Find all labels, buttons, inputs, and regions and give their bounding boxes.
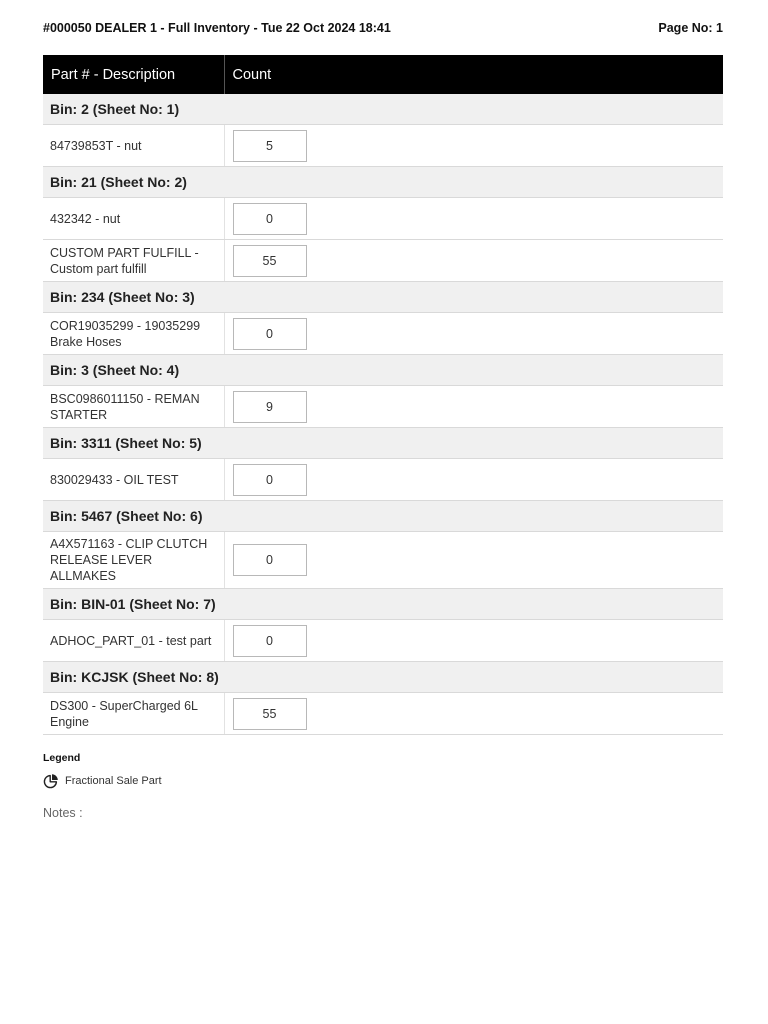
bin-row (43, 167, 723, 198)
count-cell (224, 198, 723, 240)
bin-row (43, 501, 723, 532)
table-row (43, 240, 723, 282)
part-description: A4X571163 - CLIP CLUTCH RELEASE LEVER ALLMAKES (43, 532, 224, 589)
part-description: DS300 - SuperCharged 6L Engine (43, 693, 224, 735)
count-cell (224, 313, 723, 355)
part-description: 84739853T - nut (43, 125, 224, 167)
bin-row (43, 428, 723, 459)
bin-label: Bin: BIN-01 (Sheet No: 7) (43, 589, 723, 620)
inventory-report-page (43, 0, 723, 820)
bin-row (43, 662, 723, 693)
column-header-count: Count (224, 55, 723, 94)
count-field[interactable]: 55 (233, 245, 307, 277)
table-row (43, 620, 723, 662)
count-field[interactable]: 0 (233, 625, 307, 657)
bin-label: Bin: KCJSK (Sheet No: 8) (43, 662, 723, 693)
bin-row (43, 589, 723, 620)
notes-label: Notes : (43, 806, 83, 820)
bin-label: Bin: 234 (Sheet No: 3) (43, 282, 723, 313)
table-row (43, 693, 723, 735)
pie-chart-icon (43, 773, 59, 789)
bin-label: Bin: 5467 (Sheet No: 6) (43, 501, 723, 532)
part-description: ADHOC_PART_01 - test part (43, 620, 224, 662)
count-cell (224, 240, 723, 282)
legend-item (43, 773, 723, 789)
count-cell (224, 620, 723, 662)
count-field[interactable]: 0 (233, 318, 307, 350)
count-field[interactable]: 55 (233, 698, 307, 730)
legend-title: Legend (43, 752, 81, 764)
report-header (43, 0, 723, 54)
count-cell (224, 693, 723, 735)
table-header-row (43, 55, 723, 94)
count-field[interactable]: 9 (233, 391, 307, 423)
table-row (43, 125, 723, 167)
bin-row (43, 282, 723, 313)
table-row (43, 313, 723, 355)
bin-row (43, 94, 723, 125)
page-number: Page No: 1 (658, 21, 723, 35)
part-description: 432342 - nut (43, 198, 224, 240)
inventory-table (43, 55, 723, 735)
legend-label: Fractional Sale Part (65, 775, 162, 787)
part-description: CUSTOM PART FULFILL - Custom part fulfill (43, 240, 224, 282)
count-cell (224, 459, 723, 501)
table-row (43, 532, 723, 589)
count-cell (224, 532, 723, 589)
part-description: COR19035299 - 19035299 Brake Hoses (43, 313, 224, 355)
count-field[interactable]: 0 (233, 544, 307, 576)
report-title: #000050 DEALER 1 - Full Inventory - Tue 22 Oct 2024 18:41 (43, 21, 391, 35)
table-row (43, 198, 723, 240)
count-cell (224, 386, 723, 428)
bin-label: Bin: 2 (Sheet No: 1) (43, 94, 723, 125)
bin-label: Bin: 21 (Sheet No: 2) (43, 167, 723, 198)
table-row (43, 459, 723, 501)
table-row (43, 386, 723, 428)
count-field[interactable]: 5 (233, 130, 307, 162)
count-field[interactable]: 0 (233, 203, 307, 235)
count-field[interactable]: 0 (233, 464, 307, 496)
part-description: BSC0986011150 - REMAN STARTER (43, 386, 224, 428)
count-cell (224, 125, 723, 167)
column-header-description: Part # - Description (43, 55, 224, 94)
bin-label: Bin: 3 (Sheet No: 4) (43, 355, 723, 386)
bin-row (43, 355, 723, 386)
bin-label: Bin: 3311 (Sheet No: 5) (43, 428, 723, 459)
part-description: 830029433 - OIL TEST (43, 459, 224, 501)
